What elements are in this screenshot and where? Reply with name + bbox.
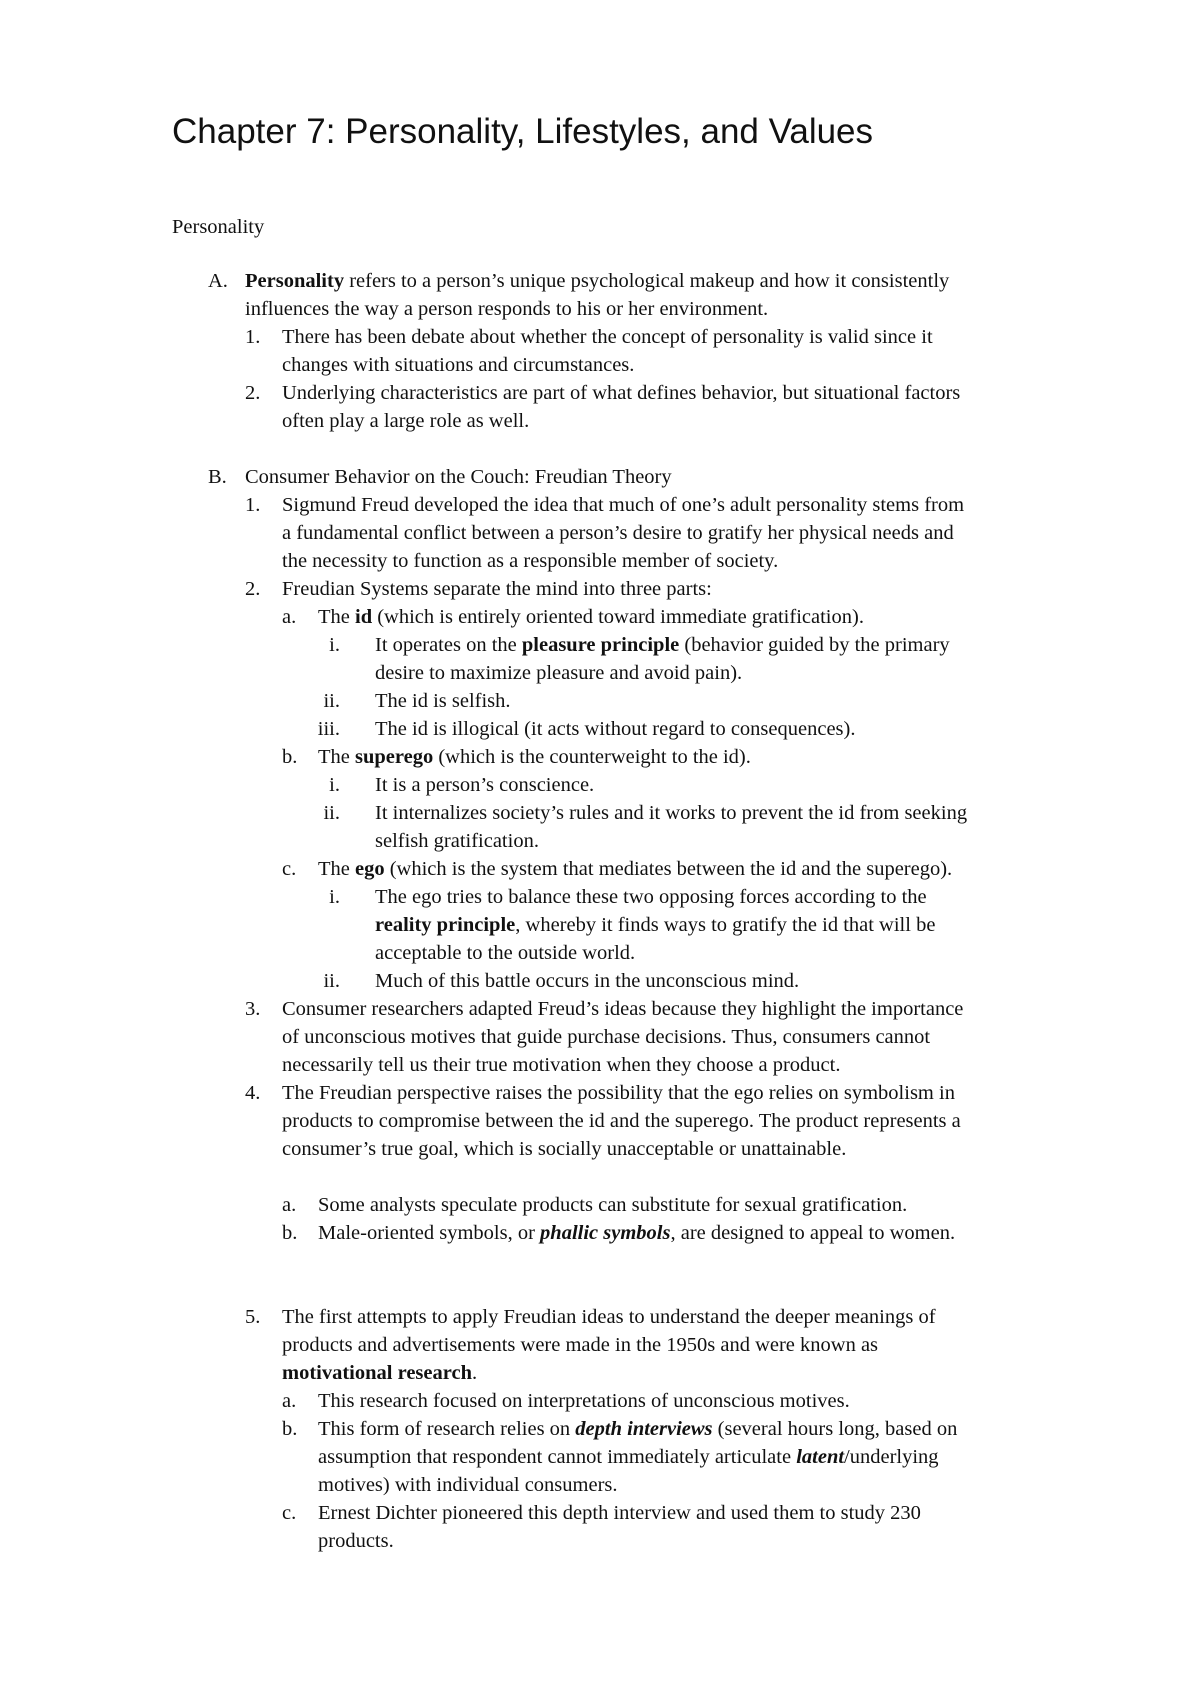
- outline-text: products to compromise between the id and the superego. The product represents a: [282, 1110, 961, 1132]
- key-term: pleasure principle: [521, 634, 680, 656]
- outline-label: 2.: [245, 382, 261, 404]
- outline-text: It is a person’s conscience.: [375, 774, 595, 796]
- outline-label: b.: [282, 746, 298, 768]
- outline-text: Freudian Systems separate the mind into three parts:: [282, 578, 712, 600]
- outline-text: The id is illogical (it acts without regard to consequences).: [375, 718, 856, 740]
- outline-text: Male-oriented symbols, or phallic symbols, are designed to appeal to women.: [318, 1222, 956, 1244]
- outline-label: ii.: [323, 802, 340, 824]
- outline-text: This form of research relies on depth interviews (several hours long, based on: [318, 1418, 958, 1440]
- key-term: phallic symbols: [540, 1222, 671, 1244]
- key-term: Personality: [245, 270, 345, 292]
- outline-text: The id is selfish.: [375, 690, 511, 712]
- outline-text: The superego (which is the counterweight to the id).: [318, 746, 751, 768]
- outline-label: 2.: [245, 578, 261, 600]
- outline-label: a.: [282, 1390, 297, 1412]
- outline-label: i.: [329, 774, 340, 796]
- outline-text: The ego (which is the system that mediates between the id and the superego).: [318, 858, 953, 880]
- outline-text: changes with situations and circumstances.: [282, 354, 635, 376]
- outline-label: 1.: [245, 326, 261, 348]
- outline-text: a fundamental conflict between a person’s desire to gratify her physical needs and: [282, 522, 954, 544]
- outline-text: Some analysts speculate products can substitute for sexual gratification.: [318, 1194, 908, 1216]
- key-term: reality principle: [375, 914, 516, 936]
- outline-text: consumer’s true goal, which is socially unacceptable or unattainable.: [282, 1138, 847, 1160]
- outline-text: The first attempts to apply Freudian ideas to understand the deeper meanings of: [282, 1306, 936, 1328]
- outline-text: Ernest Dichter pioneered this depth interview and used them to study 230: [318, 1502, 921, 1524]
- outline-label: i.: [329, 886, 340, 908]
- outline-text: of unconscious motives that guide purchase decisions. Thus, consumers cannot: [282, 1026, 931, 1048]
- outline-text: products.: [318, 1530, 394, 1552]
- outline-label: i.: [329, 634, 340, 656]
- outline-label: iii.: [317, 718, 340, 740]
- outline-text: Much of this battle occurs in the unconscious mind.: [375, 970, 800, 992]
- chapter-title: Chapter 7: Personality, Lifestyles, and Values: [172, 112, 874, 151]
- outline-label: 1.: [245, 494, 261, 516]
- outline-text: motives) with individual consumers.: [318, 1474, 618, 1496]
- outline-text: The id (which is entirely oriented toward immediate gratification).: [318, 606, 864, 628]
- outline-label: ii.: [323, 970, 340, 992]
- outline-text: There has been debate about whether the concept of personality is valid since it: [282, 326, 933, 348]
- outline-text: motivational research.: [282, 1362, 478, 1384]
- outline-text: influences the way a person responds to his or her environment.: [245, 298, 769, 320]
- outline-text: Personality refers to a person’s unique psychological makeup and how it consistently: [245, 270, 950, 292]
- key-term: motivational research: [282, 1362, 472, 1384]
- outline-text: It operates on the pleasure principle (behavior guided by the primary: [375, 634, 950, 656]
- key-term: id: [355, 606, 373, 628]
- outline-label: 3.: [245, 998, 261, 1020]
- outline-label: a.: [282, 1194, 297, 1216]
- outline-text: Consumer Behavior on the Couch: Freudian Theory: [245, 466, 672, 488]
- section-heading: Personality: [172, 216, 265, 238]
- outline-label: 5.: [245, 1306, 261, 1328]
- key-term: latent: [796, 1446, 845, 1468]
- outline-text: The Freudian perspective raises the possibility that the ego relies on symbolism in: [282, 1082, 955, 1104]
- outline-text: reality principle, whereby it finds ways to gratify the id that will be: [375, 914, 936, 936]
- outline-text: selfish gratification.: [375, 830, 539, 852]
- outline-label: ii.: [323, 690, 340, 712]
- outline-label: c.: [282, 1502, 297, 1524]
- outline-text: The ego tries to balance these two opposing forces according to the: [375, 886, 927, 908]
- outline-label: b.: [282, 1418, 298, 1440]
- key-term: superego: [355, 746, 434, 768]
- outline-label: c.: [282, 858, 297, 880]
- outline-text: acceptable to the outside world.: [375, 942, 636, 964]
- outline-text: This research focused on interpretations of unconscious motives.: [318, 1390, 850, 1412]
- outline-text: Consumer researchers adapted Freud’s ideas because they highlight the importance: [282, 998, 964, 1020]
- outline-label: A.: [208, 270, 228, 292]
- outline-label: B.: [208, 466, 227, 488]
- outline-text: desire to maximize pleasure and avoid pain).: [375, 662, 743, 684]
- outline-text: assumption that respondent cannot immediately articulate latent/underlying: [318, 1446, 939, 1468]
- outline-label: b.: [282, 1222, 298, 1244]
- outline-text: Sigmund Freud developed the idea that much of one’s adult personality stems from: [282, 494, 965, 516]
- outline-label: a.: [282, 606, 297, 628]
- key-term: depth interviews: [575, 1418, 713, 1440]
- outline-text: It internalizes society’s rules and it works to prevent the id from seeking: [375, 802, 968, 824]
- key-term: ego: [355, 858, 385, 880]
- outline-text: the necessity to function as a responsible member of society.: [282, 550, 779, 572]
- outline-label: 4.: [245, 1082, 261, 1104]
- outline-text: often play a large role as well.: [282, 410, 530, 432]
- outline-text: necessarily tell us their true motivation when they choose a product.: [282, 1054, 841, 1076]
- outline-text: products and advertisements were made in the 1950s and were known as: [282, 1334, 879, 1356]
- outline-text: Underlying characteristics are part of what defines behavior, but situational factors: [282, 382, 961, 404]
